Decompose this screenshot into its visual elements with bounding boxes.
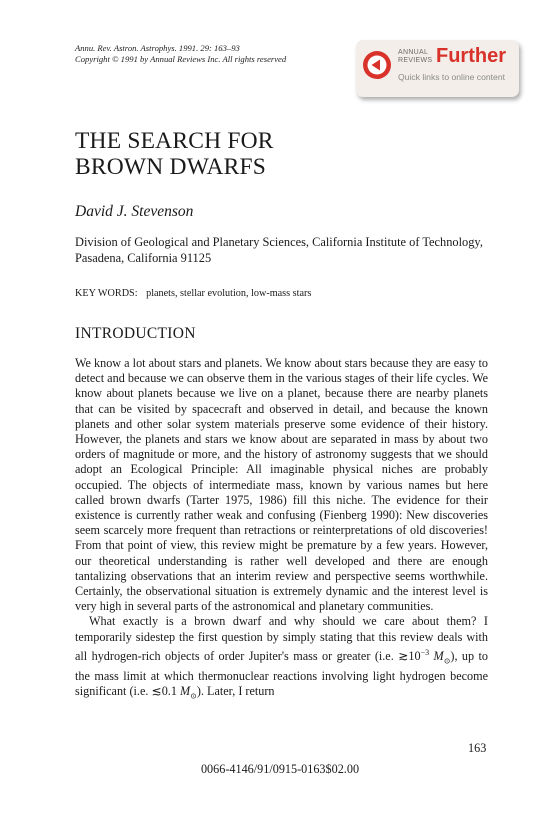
body-paragraph-1: We know a lot about stars and planets. We know about stars because they are easy to detect and because we can observe them in the various stages of their life cycles. We know about planets because we live on a planet, because there are nearby planets that can be visited by spacecraft and observed in detail, and because the known planets and other solar system materials preserve some evidence of their history. However, the planets and stars we know about are separated in mass by about two orders of magnitude or more, and the history of astronomy suggests that we should adopt an Ecological Principle: All imaginable physical niches are probably occupied. The objects of intermediate mass, known by various names but here called brown dwarfs (Tarter 1975, 1986) fill this niche. The evidence for their existence is currently rather weak and confusing (Fienberg 1990): New discoveries seem scarcely more frequent than retractions or reinterpretations of old discoveries! From that point of view, this review might be premature by a few years. However, our theoretical understanding is rather well developed and there are enough tantalizing observations that an interim review and perspective seems worthwhile. Certainly, the observational situation is extremely dynamic and the interest level is very high in several parts of the astronomical and planetary communities. — [75, 356, 488, 614]
further-label: Further — [436, 45, 506, 67]
title-line-1: THE SEARCH FOR — [75, 128, 274, 154]
author-name: David J. Stevenson — [75, 203, 194, 220]
article-body — [75, 356, 488, 703]
journal-citation: Annu. Rev. Astron. Astrophys. 1991. 29: 163–93 — [75, 43, 240, 53]
article-title — [75, 128, 274, 180]
keywords-line — [75, 288, 311, 299]
annual-reviews-logo-text: ANNUAL REVIEWS — [398, 49, 433, 64]
author-affiliation: Division of Geological and Planetary Sciences, California Institute of Technology, Pasadena, California 91125 — [75, 235, 483, 265]
annual-reviews-further-badge[interactable] — [356, 40, 519, 97]
keywords-label: KEY WORDS: — [75, 288, 138, 299]
keywords-list: planets, stellar evolution, low-mass stars — [146, 288, 312, 299]
title-line-2: BROWN DWARFS — [75, 154, 267, 180]
body-paragraph-2: What exactly is a brown dwarf and why should we care about them? I temporarily sidestep the first question by simply stating that this review deals with all hydrogen-rich objects of order Jupiter's mass or greater (i.e. $≳10^{-3}$ $M_⊙$), up to the mass limit at which thermonuclear reactions involving light hydrogen become significant (i.e. ≲0.1 $M_⊙$). Later, I return — [75, 614, 489, 701]
quick-links-tagline[interactable]: Quick links to online content — [398, 72, 506, 82]
section-heading: INTRODUCTION — [75, 325, 196, 342]
play-arrow-icon — [362, 50, 392, 80]
journal-header — [75, 43, 286, 65]
page-number: 163 — [468, 741, 487, 755]
copyright-line: Copyright © 1991 by Annual Reviews Inc. All rights reserved — [75, 54, 287, 64]
article-code: 0066-4146/91/0915-0163$02.00 — [200, 762, 360, 776]
